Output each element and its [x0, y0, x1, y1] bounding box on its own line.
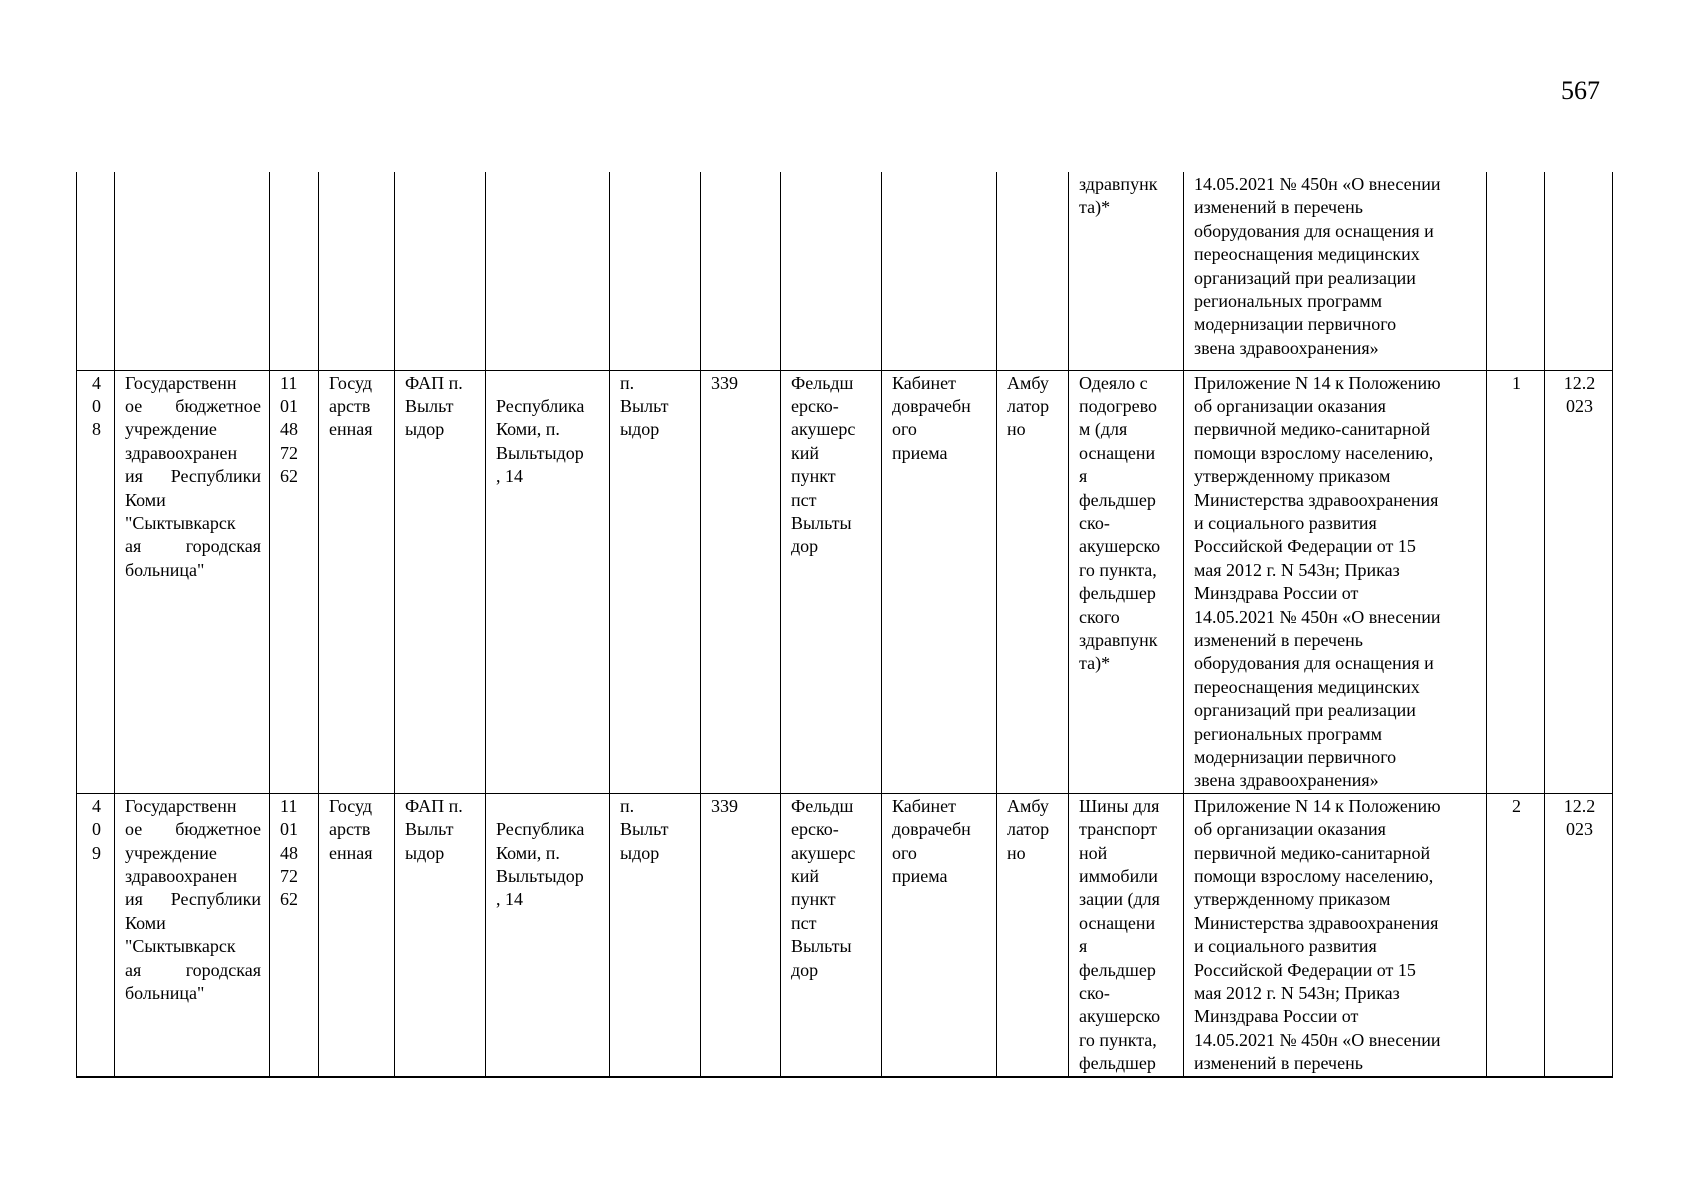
cell-line: ого: [892, 419, 917, 440]
address-cell: [486, 172, 610, 370]
cell-line: Министерства здравоохранения: [1194, 912, 1439, 933]
cell-line: арств: [329, 395, 371, 416]
table-row: [77, 370, 1613, 793]
cell-line: Российской Федерации от 15: [1194, 959, 1416, 980]
cell-line: фельдшер: [1079, 583, 1156, 604]
cell-line: 14.05.2021 № 450н «О внесении: [1194, 174, 1441, 194]
care-type-cell: [997, 172, 1069, 370]
cell-line: учреждение: [125, 842, 217, 863]
cell-line: 11: [280, 795, 298, 816]
cell-line: 9: [92, 842, 101, 863]
equipment-cell: [1069, 370, 1184, 793]
cell-line: 339: [711, 372, 738, 393]
cell-line: кий: [791, 866, 820, 887]
cell-line: Госуд: [329, 372, 373, 393]
cell-line: Фельдш: [791, 795, 854, 816]
legal-basis-cell: [1184, 370, 1487, 793]
cell-line: звена здравоохранения»: [1194, 770, 1379, 791]
locality-cell: [610, 370, 701, 793]
cell-line: учреждение: [125, 419, 217, 440]
row-number-cell: [77, 172, 115, 370]
cell-line: кий: [791, 442, 820, 463]
table-row: [77, 793, 1613, 1076]
register-table: [76, 172, 1613, 1078]
cell-line: первичной медико-санитарной: [1194, 842, 1431, 863]
cell-line: 0: [92, 819, 101, 840]
cell-line: Амбу: [1007, 795, 1049, 816]
cell-line: ерско-: [791, 395, 839, 416]
cell-line: 01: [280, 395, 298, 416]
cell-line: оснащени: [1079, 442, 1156, 463]
code-cell: [701, 172, 781, 370]
cell-line: изменений в перечень: [1194, 629, 1363, 650]
inn-cell: [270, 370, 319, 793]
cell-line: дор: [791, 959, 819, 980]
cell-line: ая городская: [125, 959, 261, 980]
cell-line: ского: [1079, 606, 1120, 627]
cell-line: доврачебн: [892, 395, 971, 416]
cabinet-cell: [882, 793, 997, 1076]
cell-line: 72: [280, 442, 298, 463]
cell-line: пст: [791, 489, 817, 510]
cell-line: но: [1007, 842, 1026, 863]
cell-line: Кабинет: [892, 795, 957, 816]
cell-line: приема: [892, 442, 948, 463]
quantity-cell: [1487, 172, 1545, 370]
cell-line: 023: [1566, 395, 1593, 416]
cell-line: ерско-: [791, 819, 839, 840]
cell-line: Амбу: [1007, 372, 1049, 393]
cell-line: помощи взрослому населению,: [1194, 442, 1434, 463]
cell-line: , 14: [496, 889, 523, 910]
cell-line: здравпунк: [1079, 629, 1158, 650]
date-cell: [1545, 172, 1613, 370]
institution-cell: [115, 172, 270, 370]
cell-line: фельдшер: [1079, 1053, 1156, 1074]
cell-line: больница": [125, 559, 205, 580]
cell-line: Республика: [496, 395, 585, 416]
cell-line: здравоохранен: [125, 866, 238, 887]
cell-line: об организации оказания: [1194, 395, 1386, 416]
cell-line: Государственн: [125, 372, 237, 393]
cell-line: ая городская: [125, 536, 261, 557]
cell-line: зации (для: [1079, 889, 1160, 910]
cell-line: региональных программ: [1194, 723, 1382, 744]
cell-line: транспорт: [1079, 819, 1157, 840]
cell-line: 8: [92, 419, 101, 440]
institution-cell: [115, 370, 270, 793]
ownership-cell: [319, 370, 395, 793]
cell-line: ско-: [1079, 983, 1110, 1004]
cell-line: 14.05.2021 № 450н «О внесении: [1194, 606, 1441, 627]
cell-line: здравпунк: [1079, 174, 1158, 194]
cell-line: модернизации первичного: [1194, 314, 1397, 335]
cell-line: но: [1007, 419, 1026, 440]
address-cell: [486, 793, 610, 1076]
cell-line: арств: [329, 819, 371, 840]
cell-line: ФАП п.: [405, 372, 463, 393]
cell-line: та)*: [1079, 653, 1111, 674]
cell-line: 48: [280, 419, 298, 440]
cell-line: мая 2012 г. N 543н; Приказ: [1194, 983, 1400, 1004]
cell-line: Коми: [125, 489, 166, 510]
address-cell: [486, 370, 610, 793]
cell-line: Выльтыдор: [496, 866, 584, 887]
cell-line: та)*: [1079, 197, 1111, 218]
cell-line: ФАП п.: [405, 795, 463, 816]
cell-line: помощи взрослому населению,: [1194, 866, 1434, 887]
cell-line: здравоохранен: [125, 442, 238, 463]
cell-line: я: [1079, 466, 1088, 487]
cell-line: 11: [280, 372, 298, 393]
cabinet-cell: [882, 370, 997, 793]
cell-line: ной: [1079, 842, 1108, 863]
cell-line: Выльт: [620, 395, 669, 416]
cell-line: ого: [892, 842, 917, 863]
cell-line: ое бюджетное: [125, 819, 261, 840]
cell-line: утвержденному приказом: [1194, 466, 1391, 487]
cell-line: пункт: [791, 466, 836, 487]
cell-line: , 14: [496, 466, 523, 487]
cell-line: больница": [125, 983, 205, 1004]
page-number: 567: [1561, 76, 1600, 105]
cell-line: "Сыктывкарск: [125, 512, 236, 533]
cell-line: го пункта,: [1079, 559, 1157, 580]
cell-line: [496, 372, 601, 395]
cell-line: утвержденному приказом: [1194, 889, 1391, 910]
cell-line: го пункта,: [1079, 1029, 1157, 1050]
date-cell: [1545, 370, 1613, 793]
quantity-cell: [1487, 793, 1545, 1076]
quantity-cell: [1487, 370, 1545, 793]
code-cell: [701, 370, 781, 793]
cell-line: мая 2012 г. N 543н; Приказ: [1194, 559, 1400, 580]
cell-line: Выльтыдор: [496, 442, 584, 463]
unit-cell: [781, 793, 882, 1076]
cell-line: и социального развития: [1194, 512, 1377, 533]
cell-line: я: [1079, 936, 1088, 957]
cell-line: Коми, п.: [496, 419, 560, 440]
cell-line: Выльт: [405, 819, 454, 840]
cell-line: Шины для: [1079, 795, 1160, 816]
cell-line: подогрево: [1079, 395, 1158, 416]
cell-line: 72: [280, 866, 298, 887]
legal-basis-cell: [1184, 172, 1487, 370]
cell-line: Приложение N 14 к Положению: [1194, 372, 1441, 393]
inn-cell: [270, 172, 319, 370]
cell-line: Выльты: [791, 936, 852, 957]
locality-cell: [610, 793, 701, 1076]
cell-line: ско-: [1079, 512, 1110, 533]
cell-line: Госуд: [329, 795, 373, 816]
cell-line: Республика: [496, 819, 585, 840]
cell-line: 62: [280, 889, 298, 910]
legal-basis-cell: [1184, 793, 1487, 1076]
facility-cell: [395, 172, 486, 370]
cell-line: ыдор: [620, 842, 660, 863]
cell-line: 48: [280, 842, 298, 863]
cell-line: п.: [620, 795, 635, 816]
cell-line: об организации оказания: [1194, 819, 1386, 840]
row-number-cell: [77, 793, 115, 1076]
cell-line: 1: [1512, 372, 1521, 393]
cabinet-cell: [882, 172, 997, 370]
table-row: [77, 172, 1613, 370]
cell-line: 12.2: [1563, 372, 1596, 393]
cell-line: приема: [892, 866, 948, 887]
unit-cell: [781, 370, 882, 793]
inn-cell: [270, 793, 319, 1076]
cell-line: иммобили: [1079, 866, 1158, 887]
cell-line: Фельдш: [791, 372, 854, 393]
cell-line: Министерства здравоохранения: [1194, 489, 1439, 510]
cell-line: фельдшер: [1079, 959, 1156, 980]
cell-line: переоснащения медицинских: [1194, 676, 1420, 697]
equipment-cell: [1069, 172, 1184, 370]
cell-line: организаций при реализации: [1194, 267, 1416, 288]
cell-line: енная: [329, 842, 373, 863]
cell-line: переоснащения медицинских: [1194, 244, 1420, 265]
care-type-cell: [997, 793, 1069, 1076]
cell-line: Минздрава России от: [1194, 583, 1359, 604]
cell-line: ыдор: [405, 419, 445, 440]
cell-line: фельдшер: [1079, 489, 1156, 510]
cell-line: Выльт: [405, 395, 454, 416]
cell-line: дор: [791, 536, 819, 557]
cell-line: 12.2: [1563, 795, 1596, 816]
cell-line: ыдор: [620, 419, 660, 440]
cell-line: оборудования для оснащения и: [1194, 220, 1434, 241]
row-number-cell: [77, 370, 115, 793]
cell-line: Коми, п.: [496, 842, 560, 863]
ownership-cell: [319, 793, 395, 1076]
cell-line: Выльт: [620, 819, 669, 840]
date-cell: [1545, 793, 1613, 1076]
facility-cell: [395, 793, 486, 1076]
cell-line: 4: [92, 795, 101, 816]
cell-line: 62: [280, 466, 298, 487]
cell-line: и социального развития: [1194, 936, 1377, 957]
cell-line: организаций при реализации: [1194, 700, 1416, 721]
cell-line: Коми: [125, 912, 166, 933]
cell-line: латор: [1007, 395, 1050, 416]
cell-line: "Сыктывкарск: [125, 936, 236, 957]
cell-line: Кабинет: [892, 372, 957, 393]
cell-line: звена здравоохранения»: [1194, 337, 1379, 358]
cell-line: Выльты: [791, 512, 852, 533]
cell-line: пункт: [791, 889, 836, 910]
cell-line: латор: [1007, 819, 1050, 840]
cell-line: первичной медико-санитарной: [1194, 419, 1431, 440]
cell-line: изменений в перечень: [1194, 197, 1363, 218]
cell-line: оснащени: [1079, 912, 1156, 933]
cell-line: оборудования для оснащения и: [1194, 653, 1434, 674]
cell-line: енная: [329, 419, 373, 440]
cell-line: акушерско: [1079, 536, 1161, 557]
cell-line: акушерс: [791, 842, 856, 863]
cell-line: Минздрава России от: [1194, 1006, 1359, 1027]
cell-line: ыдор: [405, 842, 445, 863]
cell-line: Одеяло с: [1079, 372, 1148, 393]
cell-line: пст: [791, 912, 817, 933]
cell-line: Приложение N 14 к Положению: [1194, 795, 1441, 816]
cell-line: 0: [92, 395, 101, 416]
cell-line: ия Республики: [125, 889, 261, 910]
cell-line: изменений в перечень: [1194, 1053, 1363, 1074]
cell-line: акушерс: [791, 419, 856, 440]
code-cell: [701, 793, 781, 1076]
ownership-cell: [319, 172, 395, 370]
institution-cell: [115, 793, 270, 1076]
cell-line: 14.05.2021 № 450н «О внесении: [1194, 1029, 1441, 1050]
cell-line: акушерско: [1079, 1006, 1161, 1027]
cell-line: м (для: [1079, 419, 1128, 440]
locality-cell: [610, 172, 701, 370]
cell-line: региональных программ: [1194, 291, 1382, 312]
cell-line: 01: [280, 819, 298, 840]
cell-line: ия Республики: [125, 466, 261, 487]
cell-line: п.: [620, 372, 635, 393]
cell-line: модернизации первичного: [1194, 747, 1397, 767]
equipment-cell: [1069, 793, 1184, 1076]
cell-line: ое бюджетное: [125, 395, 261, 416]
cell-line: [496, 795, 601, 818]
cell-line: 4: [92, 372, 101, 393]
cell-line: 339: [711, 795, 738, 816]
cell-line: 023: [1566, 819, 1593, 840]
cell-line: 2: [1512, 795, 1521, 816]
cell-line: доврачебн: [892, 819, 971, 840]
care-type-cell: [997, 370, 1069, 793]
cell-line: Российской Федерации от 15: [1194, 536, 1416, 557]
facility-cell: [395, 370, 486, 793]
unit-cell: [781, 172, 882, 370]
cell-line: Государственн: [125, 795, 237, 816]
